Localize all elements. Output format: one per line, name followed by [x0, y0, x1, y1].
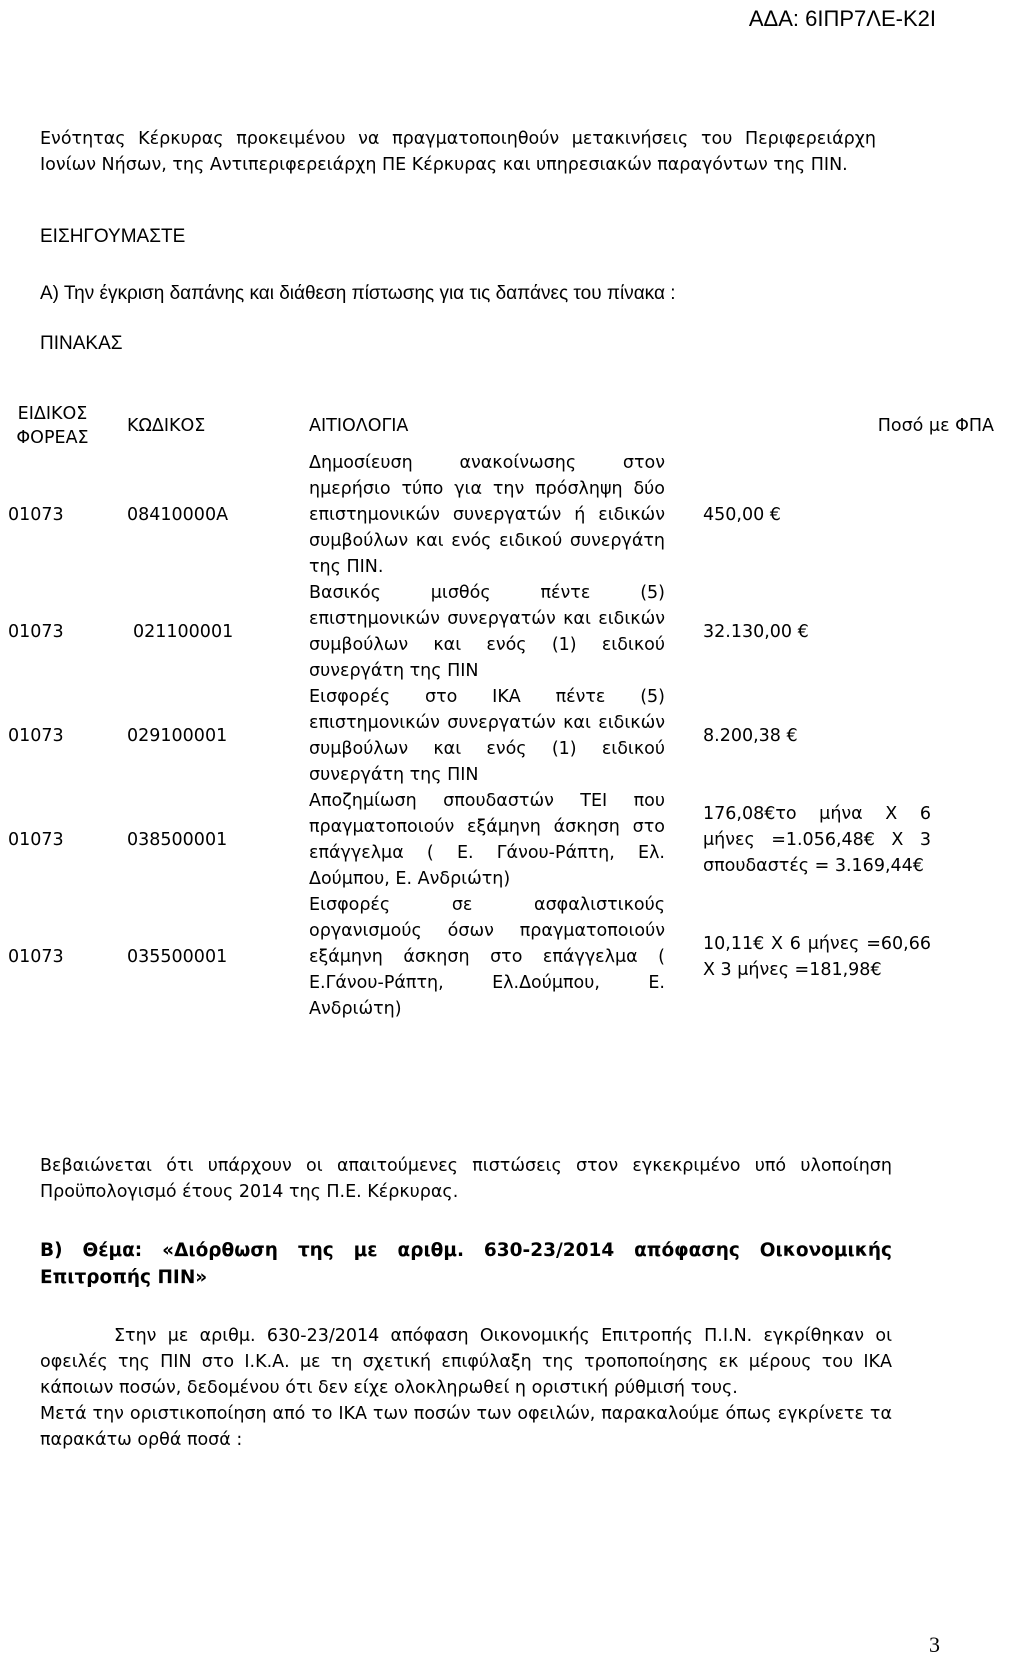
- cell-foreas: 01073: [8, 622, 64, 642]
- cell-foreas: 01073: [8, 947, 64, 967]
- table-row: [0, 684, 1034, 788]
- certification-paragraph: Βεβαιώνεται ότι υπάρχουν οι απαιτούμενες πιστώσεις στον εγκεκριμένο υπό υλοποίηση Προϋπολογισμό έτους 2014 της Π.Ε. Κέρκυρας.: [40, 1156, 892, 1202]
- header-poso: Ποσό με ΦΠΑ: [877, 416, 994, 436]
- table-title: ΠΙΝΑΚΑΣ: [40, 333, 123, 354]
- cell-kodikos: 038500001: [127, 830, 228, 850]
- header-kodikos: ΚΩΔΙΚΟΣ: [127, 416, 206, 436]
- cell-poso: 8.200,38 €: [703, 726, 798, 746]
- header-aitiologia: ΑΙΤΙΟΛΟΓΙΑ: [309, 416, 409, 436]
- cell-aitiologia: Αποζημίωση σπουδαστών ΤΕΙ που πραγματοποιούν εξάμηνη άσκηση στο επάγγελμα ( Ε. Γάνου-Ράπτη, Ελ. Δούμπου, Ε. Ανδριώτη): [309, 791, 665, 889]
- cell-foreas: 01073: [8, 830, 64, 850]
- intro-paragraph: Ενότητας Κέρκυρας προκειμένου να πραγματοποιηθούν μετακινήσεις του Περιφερειάρχη Ιονίων Νήσων, της Αντιπεριφερειάρχη ΠΕ Κέρκυρας και υπηρεσιακών παραγόντων της ΠΙΝ.: [40, 129, 876, 175]
- cell-poso: 176,08€το μήνα Χ 6 μήνες =1.056,48€ Χ 3 σπουδαστές = 3.169,44€: [703, 804, 931, 876]
- propose-heading: ΕΙΣΗΓΟΥΜΑΣΤΕ: [40, 226, 186, 247]
- cell-foreas: 01073: [8, 726, 64, 746]
- cell-kodikos: 029100001: [127, 726, 228, 746]
- section-b-title: Β) Θέμα: «Διόρθωση της με αριθμ. 630-23/2014 απόφασης Οικονομικής Επιτροπής ΠΙΝ»: [40, 1240, 892, 1288]
- cell-kodikos: 08410000Α: [127, 505, 229, 525]
- section-a-text: Α) Την έγκριση δαπάνης και διάθεση πίστωσης για τις δαπάνες του πίνακα :: [40, 283, 676, 304]
- section-b-paragraph-2: Μετά την οριστικοποίηση από το ΙΚΑ των ποσών των οφειλών, παρακαλούμε όπως εγκρίνετε τα παρακάτω ορθά ποσά :: [40, 1404, 892, 1450]
- table-row: [0, 450, 1034, 580]
- cell-poso: 10,11€ Χ 6 μήνες =60,66 Χ 3 μήνες =181,98€: [703, 934, 931, 980]
- section-b-paragraph-1: Στην με αριθμ. 630-23/2014 απόφαση Οικονομικής Επιτροπής Π.Ι.Ν. εγκρίθηκαν οι οφειλές της ΠΙΝ στο Ι.Κ.Α. με τη σχετική επιφύλαξη της τροποποίησης εκ μέρους του ΙΚΑ κάποιων ποσών, δεδομένου ότι δεν είχε ολοκληρωθεί η οριστική ρύθμισή τους.: [40, 1326, 892, 1398]
- cell-kodikos: 035500001: [127, 947, 228, 967]
- table-row: [0, 892, 1034, 1022]
- cell-kodikos: 021100001: [133, 622, 234, 642]
- cell-aitiologia: Εισφορές σε ασφαλιστικούς οργανισμούς όσων πραγματοποιούν εξάμηνη άσκηση στο επάγγελμα ( Ε.Γάνου-Ράπτη, Ελ.Δούμπου, Ε. Ανδριώτη): [309, 895, 665, 1019]
- expense-table: [0, 402, 1034, 1022]
- page-number: 3: [929, 1632, 940, 1657]
- cell-poso: 32.130,00 €: [703, 622, 809, 642]
- cell-aitiologia: Βασικός μισθός πέντε (5) επιστημονικών συνεργατών και ειδικών συμβούλων και ενός (1) ειδικού συνεργάτη της ΠΙΝ: [309, 583, 665, 681]
- cell-foreas: 01073: [8, 505, 64, 525]
- ada-code: ΑΔΑ: 6ΙΠΡ7ΛΕ-Κ2Ι: [748, 6, 936, 31]
- table-row: [0, 580, 1034, 684]
- cell-poso: 450,00 €: [703, 505, 781, 525]
- cell-aitiologia: Εισφορές στο ΙΚΑ πέντε (5) επιστημονικών συνεργατών και ειδικών συμβούλων και ενός (1) ειδικού συνεργάτη της ΠΙΝ: [309, 687, 665, 785]
- section-b-body: [40, 1323, 892, 1453]
- cell-aitiologia: Δημοσίευση ανακοίνωσης στον ημερήσιο τύπο για την πρόσληψη δύο επιστημονικών συνεργατών ή ειδικών συμβούλων και ενός ειδικού συνεργάτη της ΠΙΝ.: [309, 453, 665, 577]
- table-row: [0, 788, 1034, 892]
- header-foreas: ΕΙΔΙΚΟΣ ΦΟΡΕΑΣ: [16, 404, 89, 448]
